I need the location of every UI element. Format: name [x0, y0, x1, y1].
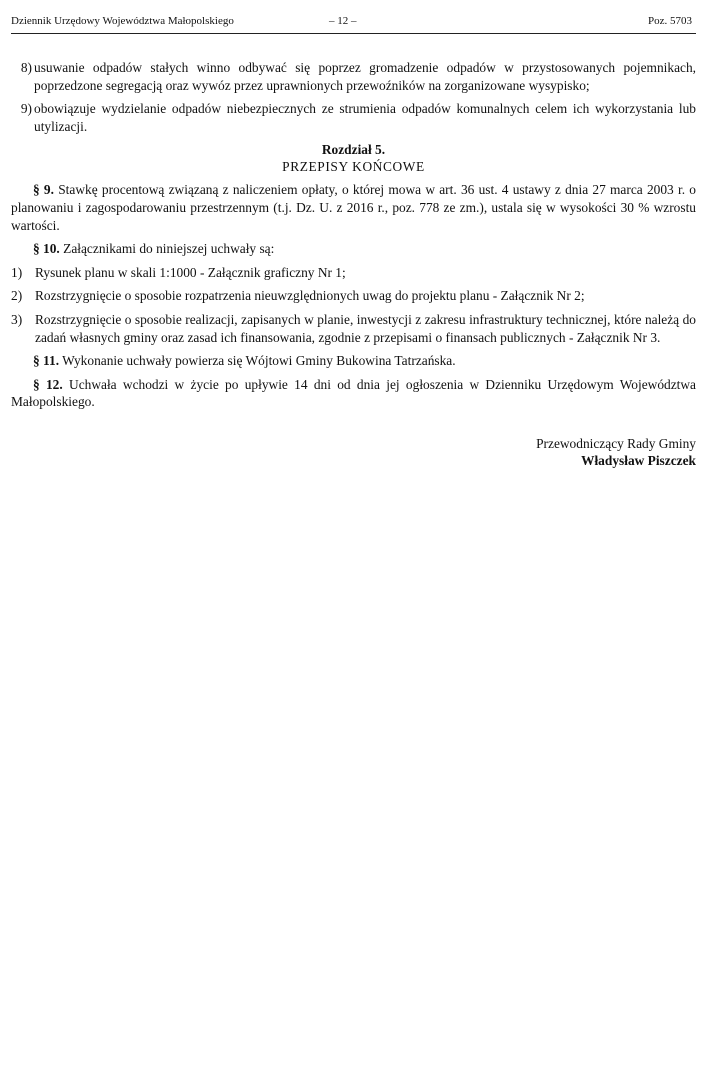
item-number: 9)	[20, 101, 32, 117]
paragraph-label: § 11.	[33, 353, 60, 369]
paragraph-label: § 9.	[33, 182, 54, 198]
paragraph-label: § 10.	[33, 241, 60, 257]
page-number: – 12 –	[329, 15, 357, 27]
journal-title: Dziennik Urzędowy Województwa Małopolskiego	[11, 15, 234, 27]
signatory-role: Przewodniczący Rady Gminy	[536, 435, 696, 451]
item-number: 2)	[11, 288, 23, 304]
item-number: 8)	[20, 60, 32, 75]
position-number: Poz. 5703	[648, 15, 692, 27]
chapter-heading	[11, 141, 696, 175]
list-item	[11, 59, 696, 94]
item-text: Rozstrzygnięcie o sposobie rozpatrzenia nieuwzględnionych uwag do projektu planu - Załącznik Nr 2;	[35, 288, 585, 304]
paragraph-9	[11, 181, 696, 234]
signature-block	[11, 435, 696, 470]
item-number: 1)	[11, 264, 23, 280]
list-item	[11, 100, 696, 135]
paragraph-text: Wykonanie uchwały powierza się Wójtowi Gminy Bukowina Tatrzańska.	[62, 353, 456, 369]
item-text: usuwanie odpadów stałych winno odbywać się poprzez gromadzenie odpadów w przystosowanych pojemnikach, poprzedzone segregacją oraz wywóz przez uprawnionych przewoźników na zorganizowane wysypisko;	[34, 60, 696, 93]
item-text: Rozstrzygnięcie o sposobie realizacji, zapisanych w planie, inwestycji z zakresu infrastruktury technicznej, które należą do zadań własnych gminy oraz zasad ich finansowania, zgodnie z przepisami o finansach publicznych - Załącznik Nr 3.	[35, 311, 696, 345]
item-text: obowiązuje wydzielanie odpadów niebezpiecznych ze strumienia odpadów komunalnych celem ich wykorzystania lub utylizacji.	[34, 101, 696, 134]
paragraph-text: Stawkę procentową związaną z naliczeniem opłaty, o której mowa w art. 36 ust. 4 ustawy z dnia 27 marca 2003 r. o planowaniu i zagospodarowaniu przestrzennym (t.j. Dz. U. z 2016 r., poz. 778 ze zm.), ustala się w wysokości 30 % wzrostu wartości.	[11, 182, 696, 233]
item-text: Rysunek planu w skali 1:1000 - Załącznik graficzny Nr 1;	[35, 264, 346, 280]
attachment-item	[11, 311, 696, 346]
item-number: 3)	[11, 311, 23, 327]
chapter-number: Rozdział 5.	[321, 142, 386, 158]
paragraph-label: § 12.	[33, 376, 63, 392]
paragraph-12	[11, 376, 696, 411]
document-body	[11, 59, 696, 470]
paragraph-11	[11, 352, 696, 370]
page-header	[11, 0, 696, 34]
paragraph-text: Uchwała wchodzi w życie po upływie 14 dni od dnia jej ogłoszenia w Dzienniku Urzędowym Województwa Małopolskiego.	[11, 376, 696, 410]
attachment-item	[11, 287, 696, 305]
attachment-item	[11, 264, 696, 282]
paragraph-10	[11, 240, 696, 258]
chapter-title: PRZEPISY KOŃCOWE	[282, 159, 425, 175]
signatory-name: Władysław Piszczek	[581, 453, 696, 469]
paragraph-text: Załącznikami do niniejszej uchwały są:	[63, 241, 275, 257]
